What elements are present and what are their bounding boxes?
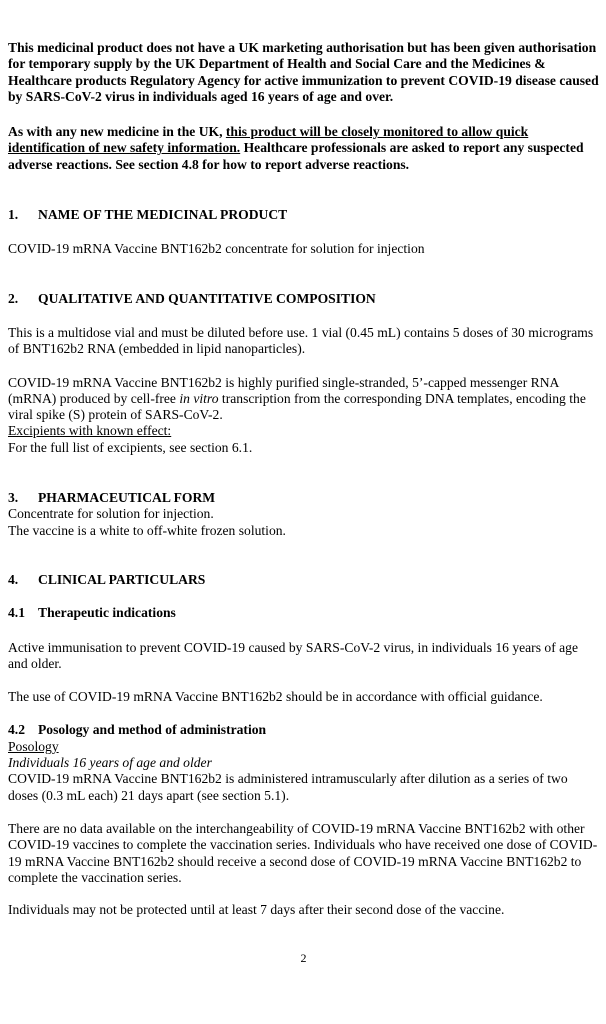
section-4-2-heading [8,722,599,738]
section-3-heading [8,490,599,506]
excipients-body: For the full list of excipients, see section 6.1. [8,439,253,455]
section-4-title: CLINICAL PARTICULARS [38,571,206,587]
excipients-block [8,423,599,456]
section-4-1-paragraph-1: Active immunisation to prevent COVID-19 caused by SARS-CoV-2 virus, in individuals 16 years of age and older. [8,639,578,671]
section-4-2-number: 4.2 [8,722,25,738]
page-number: 2 [300,951,307,966]
section-2-text-pre: COVID-19 mRNA Vaccine BNT162b2 is highly purified single-stranded, 5’-capped messenger RNA (mRNA) produced by cell-free [8,374,559,406]
posology-subheading: Individuals 16 years of age and older [8,755,212,771]
section-1-heading [8,207,599,223]
section-1-body: COVID-19 mRNA Vaccine BNT162b2 concentrate for solution for injection [8,241,425,257]
section-2-paragraph-2 [8,375,599,424]
posology-block [8,739,599,804]
section-3-title: PHARMACEUTICAL FORM [38,490,216,506]
section-1-number: 1. [8,207,19,223]
section-4-number: 4. [8,571,19,587]
notice-text-pre: As with any new medicine in the UK, [8,124,226,140]
posology-paragraph-1: COVID-19 mRNA Vaccine BNT162b2 is administered intramuscularly after dilution as a series of two doses (0.3 mL each) 21 days apart (see section 5.1). [8,771,568,803]
posology-heading: Posology [8,738,59,754]
section-4-1-title: Therapeutic indications [38,605,176,621]
excipients-heading: Excipients with known effect: [8,423,172,439]
posology-paragraph-3: Individuals may not be protected until at least 7 days after their second dose of the vaccine. [8,902,505,918]
section-2-heading [8,291,599,307]
in-vitro-italic-text: in vitro [179,390,219,406]
pharmaceutical-form-line-2: The vaccine is a white to off-white frozen solution. [8,522,286,538]
regulatory-notice-paragraph-2 [8,124,599,173]
section-1-title: NAME OF THE MEDICINAL PRODUCT [38,207,288,223]
section-3-number: 3. [8,490,19,506]
posology-paragraph-2: There are no data available on the interchangeability of COVID-19 mRNA Vaccine BNT162b2 with other COVID-19 vaccines to complete the vaccination series. Individuals who have received one dose of COVID-19 mRNA Vaccine BNT162b2 should receive a second dose of COVID-19 mRNA Vaccine BNT162b2 to complete the vaccination series. [8,820,598,885]
notice-text-post: Healthcare professionals are asked to report any suspected adverse reactions. See section 4.8 for how to report adverse reactions. [8,140,584,172]
section-4-1-number: 4.1 [8,605,25,621]
section-2-title: QUALITATIVE AND QUANTITATIVE COMPOSITION [38,290,376,306]
section-3-body [8,506,599,539]
section-2-paragraph-1: This is a multidose vial and must be diluted before use. 1 vial (0.45 mL) contains 5 doses of 30 micrograms of BNT162b2 RNA (embedded in lipid nanoparticles). [8,324,594,357]
regulatory-notice-paragraph-1: This medicinal product does not have a UK marketing authorisation but has been given authorisation for temporary supply by the UK Department of Health and Social Care and the Medicines & Healthcare products Regulatory Agency for active immunization to prevent COVID-19 disease caused by SARS-CoV-2 virus in individuals aged 16 years of age and over. [8,40,599,104]
section-4-heading [8,572,599,588]
section-2-number: 2. [8,290,19,306]
section-4-1-paragraph-2: The use of COVID-19 mRNA Vaccine BNT162b2 should be in accordance with official guidance. [8,689,543,705]
section-4-1-heading [8,605,599,621]
section-2-text-post: transcription from the corresponding DNA templates, encoding the viral spike (S) protein of SARS-CoV-2. [8,390,586,423]
notice-underlined-text: this product will be closely monitored to allow quick identification of new safety information. [8,124,529,156]
section-4-2-title: Posology and method of administration [38,722,267,738]
pharmaceutical-form-line-1: Concentrate for solution for injection. [8,506,214,522]
